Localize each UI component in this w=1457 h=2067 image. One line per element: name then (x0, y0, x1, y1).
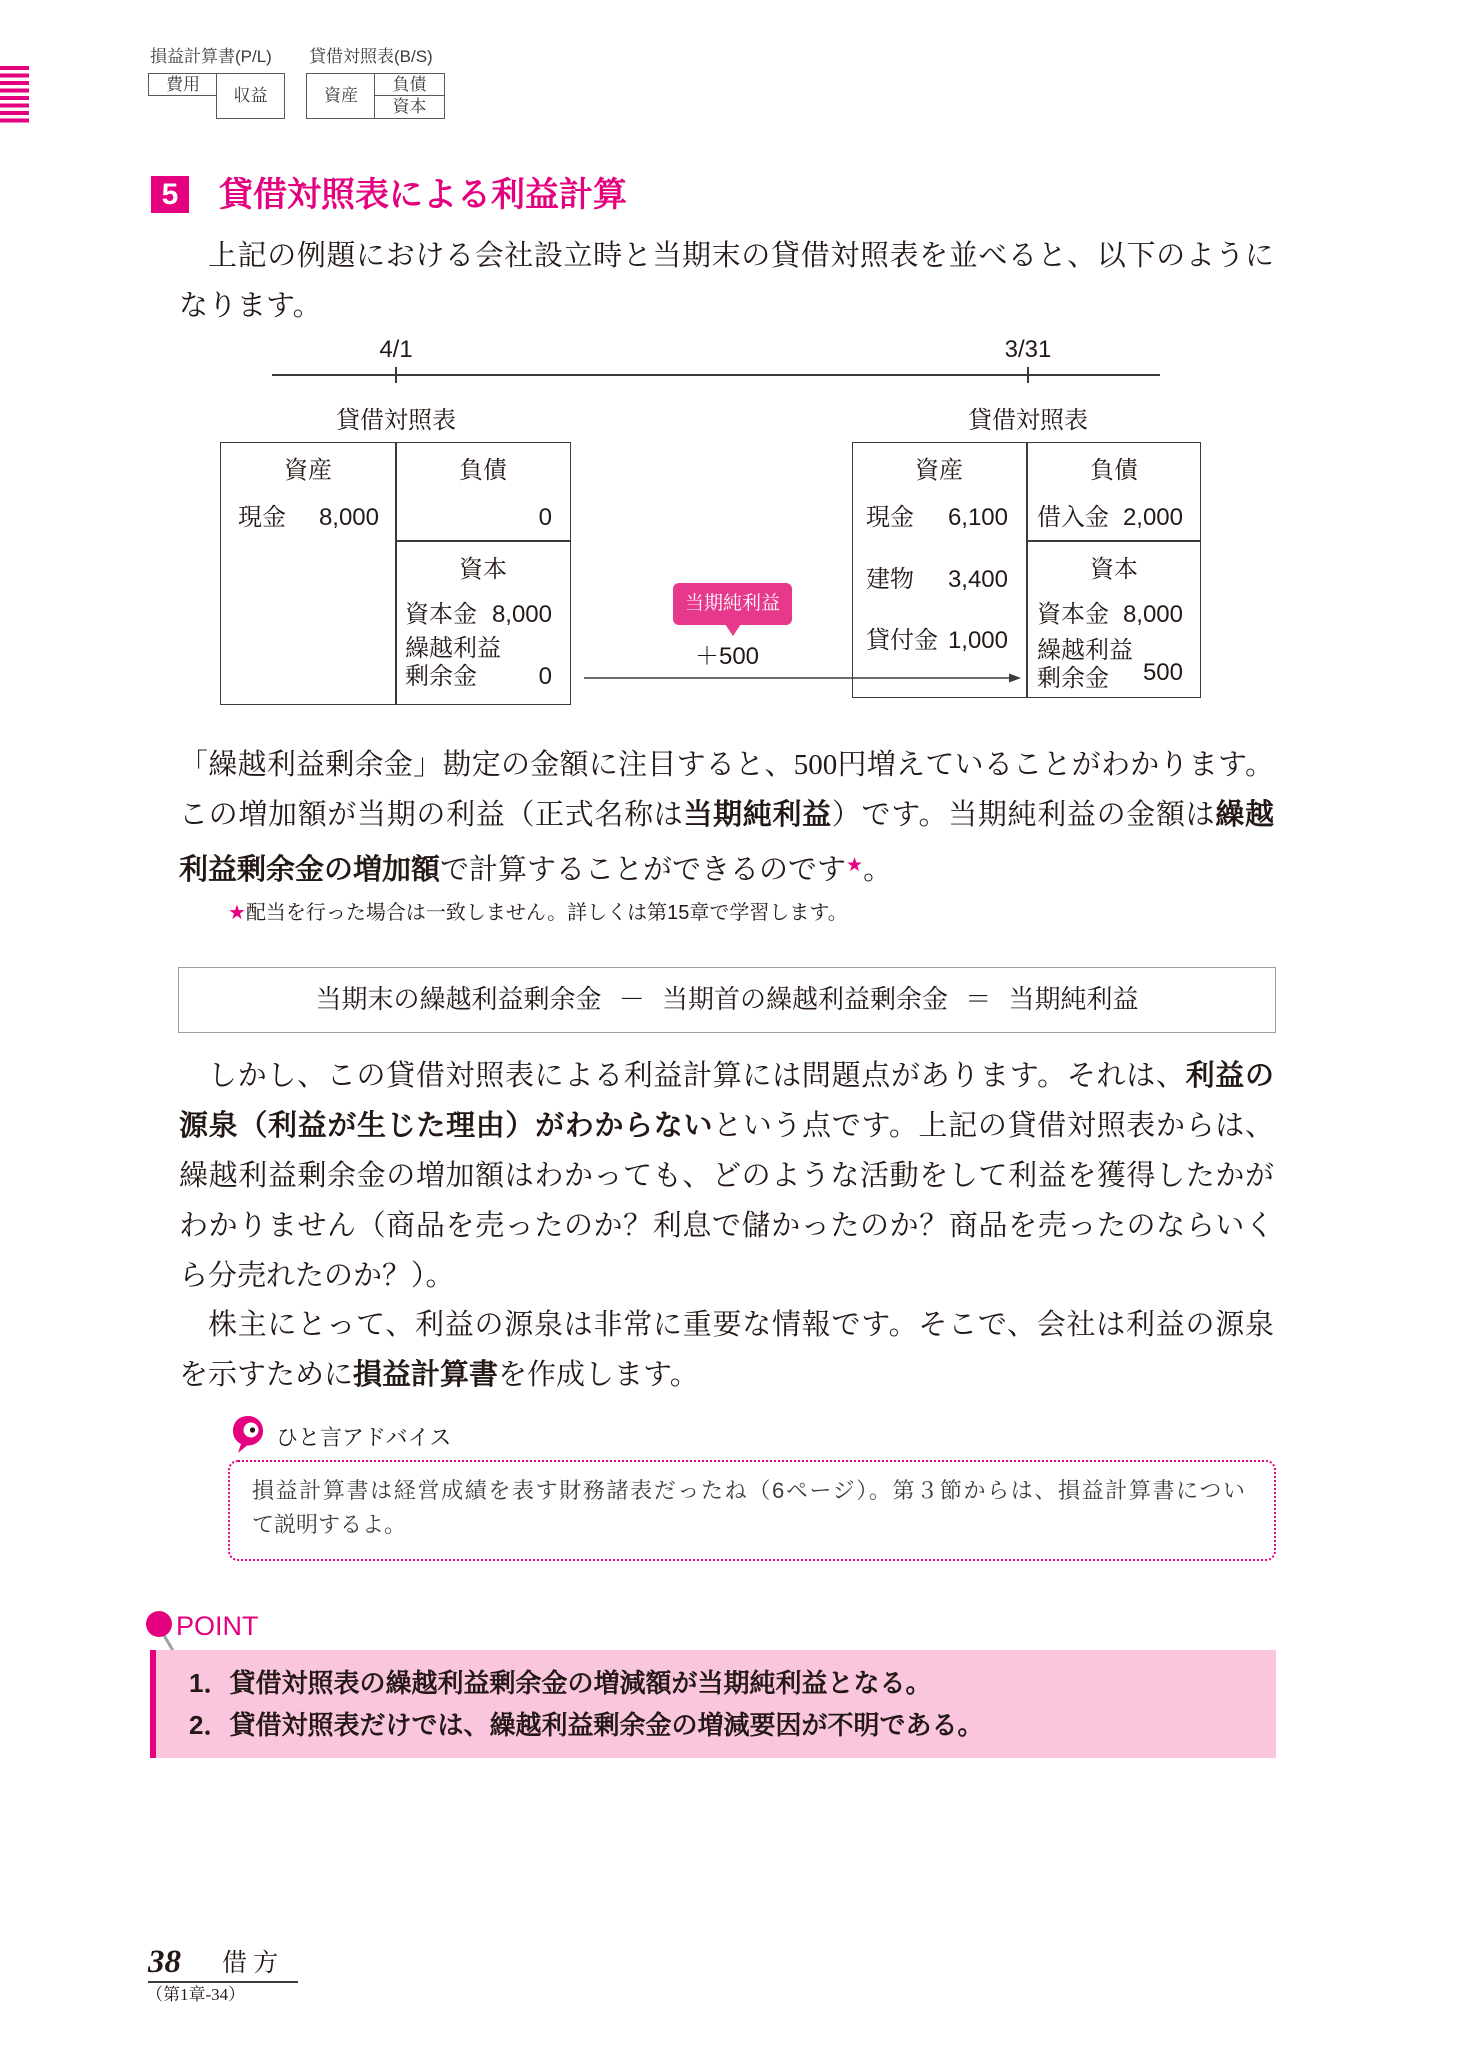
net-income-paragraph (179, 740, 1274, 895)
point-item: 1．貸借対照表の繰越利益剰余金の増減額が当期純利益となる。 (189, 1668, 932, 1698)
emphasized-term: 利益剰余金の増加額 (179, 854, 441, 886)
callout-label: 当期純利益 (684, 593, 780, 614)
point-label: POINT (176, 1611, 259, 1641)
asset-name: 現金 (866, 504, 914, 531)
emphasized-term: 利益の (1185, 1060, 1274, 1092)
text-line (179, 1151, 1274, 1201)
asset-name: 建物 (866, 566, 914, 593)
liabilities-header: 負債 (459, 457, 507, 484)
capital-item-name-line2: 剰余金 (405, 663, 477, 690)
text-line (179, 1300, 1274, 1350)
text-run: 繰越利益剰余金の増加額はわかっても、どのような活動をして利益を獲得したかが (179, 1160, 1274, 1192)
timeline-tick-end (1027, 367, 1029, 383)
text-line (179, 1251, 1274, 1301)
column-divider (395, 443, 397, 704)
advice-label: ひと言アドバイス (276, 1425, 452, 1450)
text-run: で計算することができるのです (440, 854, 847, 886)
bs-assets-cell: 資産 (306, 73, 376, 119)
footnote (228, 901, 848, 925)
emphasized-term: 損益計算書 (353, 1359, 499, 1391)
text-line (179, 740, 1274, 790)
section-number-badge: 5 (151, 176, 189, 213)
emphasized-term: 繰越 (1215, 799, 1274, 831)
advisor-speech-icon (231, 1414, 265, 1456)
capital-header: 資本 (459, 556, 507, 583)
text-line (179, 790, 1274, 840)
text-run: という点です。上記の貸借対照表からは、 (713, 1110, 1274, 1142)
pl-expenses-cell: 費用 (148, 73, 218, 96)
problem-paragraph (179, 1051, 1274, 1301)
asset-amount: 6,100 (947, 504, 1008, 531)
liability-name: 借入金 (1037, 504, 1109, 531)
retained-earnings-amount: 500 (1142, 659, 1183, 686)
text-run: この増加額が当期の利益（正式名称は (179, 799, 684, 831)
capital-item-amount: 8,000 (1122, 601, 1183, 628)
advice-text-line: 損益計算書は経営成績を表す財務諸表だったね（6ページ）。第３節からは、損益計算書につい (252, 1478, 1245, 1503)
asset-amount: 3,400 (947, 566, 1008, 593)
text-line (179, 281, 1274, 331)
capital-item-name-line1: 繰越利益 (1037, 637, 1133, 664)
closing-bs-title: 貸借対照表 (968, 407, 1088, 434)
point-item: 2．貸借対照表だけでは、繰越利益剰余金の増減要因が不明である。 (189, 1710, 984, 1740)
timeline-tick-start (395, 367, 397, 383)
capital-item-name-line1: 繰越利益 (405, 635, 501, 662)
chapter-index-stripes (0, 66, 29, 126)
callout-pointer (725, 624, 741, 636)
text-run: しかし、この貸借対照表による利益計算には問題点があります。それは、 (208, 1060, 1186, 1092)
carryover-arrow (580, 668, 1030, 688)
page-number: 38 (148, 1944, 181, 1980)
footnote-star: ★ (846, 854, 864, 876)
capital-item-name: 資本金 (405, 601, 477, 628)
capital-item-name-line2: 剰余金 (1037, 665, 1109, 692)
text-run: 上記の例題における会社設立時と当期末の貸借対照表を並べると、以下のように (208, 240, 1274, 272)
text-run: を作成します。 (498, 1359, 699, 1391)
opening-balance-sheet (220, 442, 571, 705)
liability-amount: 2,000 (1122, 504, 1183, 531)
text-line (179, 1350, 1274, 1400)
solution-paragraph (179, 1300, 1274, 1400)
text-run: なります。 (179, 290, 322, 322)
liability-capital-divider (1026, 540, 1200, 542)
advice-box (228, 1460, 1276, 1561)
bs-liabilities-cell: 負債 (374, 73, 445, 97)
page-side-label: 借 方 (222, 1950, 279, 1977)
intro-paragraph (179, 231, 1274, 331)
net-income-callout (673, 583, 792, 625)
column-divider (1026, 443, 1028, 697)
asset-name: 現金 (238, 504, 286, 531)
capital-item-amount: 8,000 (491, 601, 552, 628)
asset-amount: 8,000 (318, 504, 379, 531)
text-run: ）です。当期純利益の金額は (831, 799, 1216, 831)
emphasized-term: 源泉（利益が生じた理由）がわからない (179, 1110, 714, 1142)
asset-name: 貸付金 (866, 627, 938, 654)
text-line (179, 1101, 1274, 1151)
capital-item-name: 資本金 (1037, 601, 1109, 628)
text-run: を示すために (179, 1359, 354, 1391)
footer-rule (148, 1981, 298, 1983)
footnote-star: ★ (228, 902, 246, 924)
bs-indicator-label: 貸借対照表(B/S) (309, 47, 433, 66)
liabilities-header: 負債 (1090, 457, 1138, 484)
assets-header: 資産 (284, 457, 332, 484)
bs-capital-cell: 資本 (374, 95, 445, 119)
pl-revenues-cell: 収益 (216, 73, 285, 119)
text-run: 。 (863, 854, 893, 886)
assets-header: 資産 (915, 457, 963, 484)
emphasized-term: 当期純利益 (683, 799, 832, 831)
timeline-end-date: 3/31 (1004, 336, 1052, 363)
text-run: 「繰越利益剰余金」勘定の金額に注目すると、500円増えていることがわかります。 (179, 749, 1274, 781)
asset-amount: 1,000 (947, 627, 1008, 654)
text-run: 株主にとって、利益の源泉は非常に重要な情報です。そこで、会社は利益の源泉 (208, 1309, 1274, 1341)
text-run: わかりません（商品を売ったのか？利息で儲かったのか？商品を売ったのならいく (179, 1210, 1274, 1242)
text-line (179, 1051, 1274, 1101)
liability-amount: 0 (538, 504, 552, 531)
net-income-increase: ＋500 (694, 643, 760, 670)
timeline-start-date: 4/1 (379, 336, 413, 363)
text-line (179, 840, 1274, 895)
retained-earnings-amount: 0 (538, 663, 552, 690)
net-income-formula: 当期末の繰越利益剰余金 － 当期首の繰越利益剰余金 ＝ 当期純利益 (178, 967, 1276, 1033)
footnote-text: 配当を行った場合は一致しません。詳しくは第15章で学習します。 (245, 902, 848, 924)
point-summary-box (150, 1650, 1276, 1758)
text-run: ら分売れたのか？）。 (179, 1260, 455, 1292)
pl-indicator-label: 損益計算書(P/L) (150, 47, 272, 66)
chapter-reference: （第1章-34） (146, 1985, 246, 2004)
text-line (179, 231, 1274, 281)
closing-balance-sheet (852, 442, 1201, 698)
text-line (179, 1201, 1274, 1251)
liability-capital-divider (395, 540, 570, 542)
section-title: 貸借対照表による利益計算 (219, 176, 627, 214)
advice-text-line: て説明するよ。 (252, 1512, 407, 1537)
capital-header: 資本 (1090, 556, 1138, 583)
opening-bs-title: 貸借対照表 (336, 407, 456, 434)
